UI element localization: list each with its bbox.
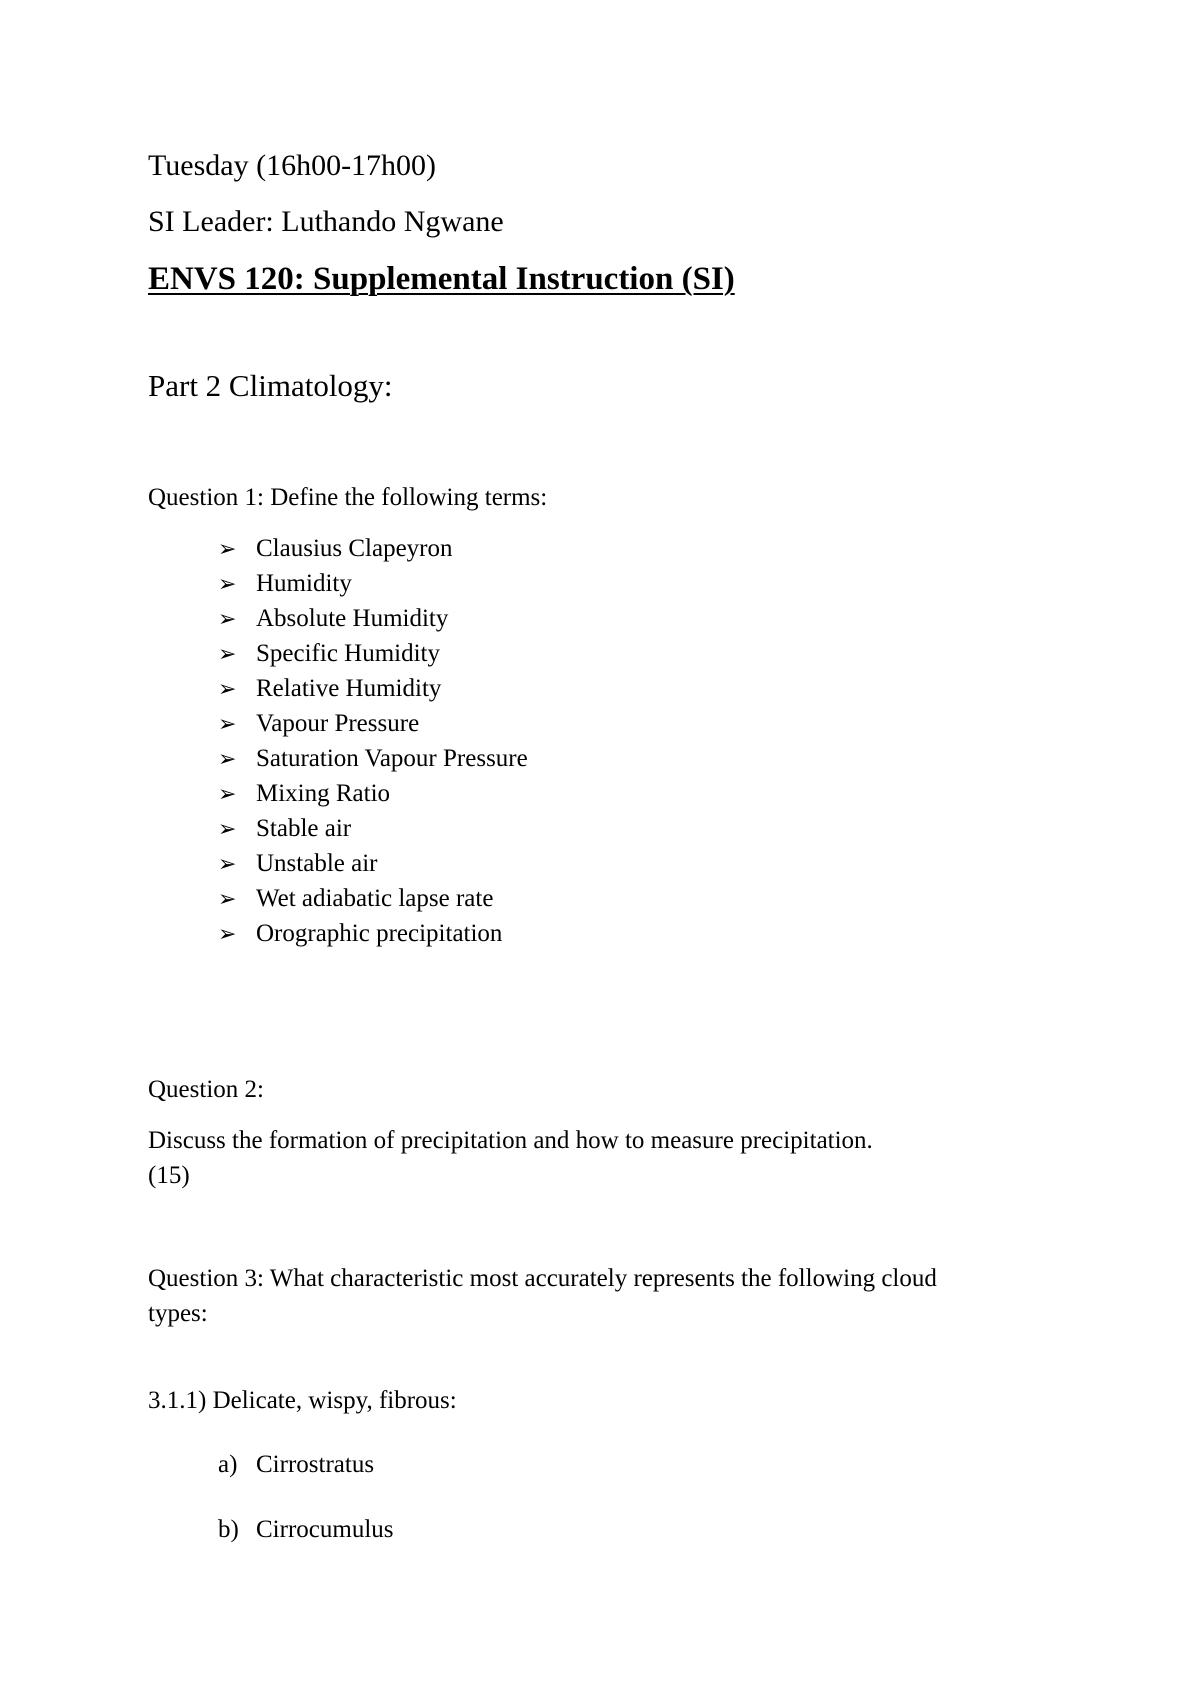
arrowhead-bullet-icon: ➢ [218,852,237,877]
list-item [218,636,528,671]
list-item [218,566,528,601]
sub-question-3-1-1: 3.1.1) Delicate, wispy, fibrous: [148,1387,457,1414]
term-label: Specific Humidity [256,640,440,667]
term-label: Unstable air [256,850,378,877]
term-label: Humidity [256,570,352,597]
arrowhead-bullet-icon: ➢ [218,747,237,772]
list-item [218,741,528,776]
document-title: ENVS 120: Supplemental Instruction (SI) [148,261,735,297]
arrowhead-bullet-icon: ➢ [218,537,237,562]
arrowhead-bullet-icon: ➢ [218,922,237,947]
list-item [218,846,528,881]
question-3-prompt-line-2: types: [148,1300,208,1327]
list-item [218,601,528,636]
term-label: Absolute Humidity [256,605,449,632]
term-label: Wet adiabatic lapse rate [256,885,494,912]
arrowhead-bullet-icon: ➢ [218,712,237,737]
arrowhead-bullet-icon: ➢ [218,642,237,667]
arrowhead-bullet-icon: ➢ [218,607,237,632]
term-label: Relative Humidity [256,675,442,702]
option-letter: a) [218,1451,238,1478]
list-item [218,811,528,846]
term-label: Saturation Vapour Pressure [256,745,528,772]
option-text: Cirrostratus [256,1451,375,1478]
session-time: Tuesday (16h00-17h00) [148,149,437,182]
question-2-marks: (15) [148,1162,190,1189]
question-2-text: Discuss the formation of precipitation and how to measure precipitation. [148,1127,873,1154]
si-leader: SI Leader: Luthando Ngwane [148,205,504,238]
list-item [218,531,528,566]
term-label: Clausius Clapeyron [256,535,453,562]
question-2-label: Question 2: [148,1076,264,1103]
list-item [218,916,528,951]
arrowhead-bullet-icon: ➢ [218,782,237,807]
arrowhead-bullet-icon: ➢ [218,677,237,702]
list-item [218,881,528,916]
arrowhead-bullet-icon: ➢ [218,887,237,912]
option-a [218,1452,374,1477]
term-label: Orographic precipitation [256,920,503,947]
term-label: Vapour Pressure [256,710,420,737]
question-1-prompt: Question 1: Define the following terms: [148,484,548,511]
term-label: Mixing Ratio [256,780,391,807]
arrowhead-bullet-icon: ➢ [218,572,237,597]
list-item [218,671,528,706]
option-letter: b) [218,1516,239,1543]
arrowhead-bullet-icon: ➢ [218,817,237,842]
part-heading: Part 2 Climatology: [148,368,393,403]
question-1-term-list [218,531,528,951]
option-b [218,1517,394,1542]
question-3-prompt-line-1: Question 3: What characteristic most accurately represents the following cloud [148,1265,937,1292]
list-item [218,776,528,811]
term-label: Stable air [256,815,352,842]
list-item [218,706,528,741]
option-text: Cirrocumulus [256,1516,394,1543]
